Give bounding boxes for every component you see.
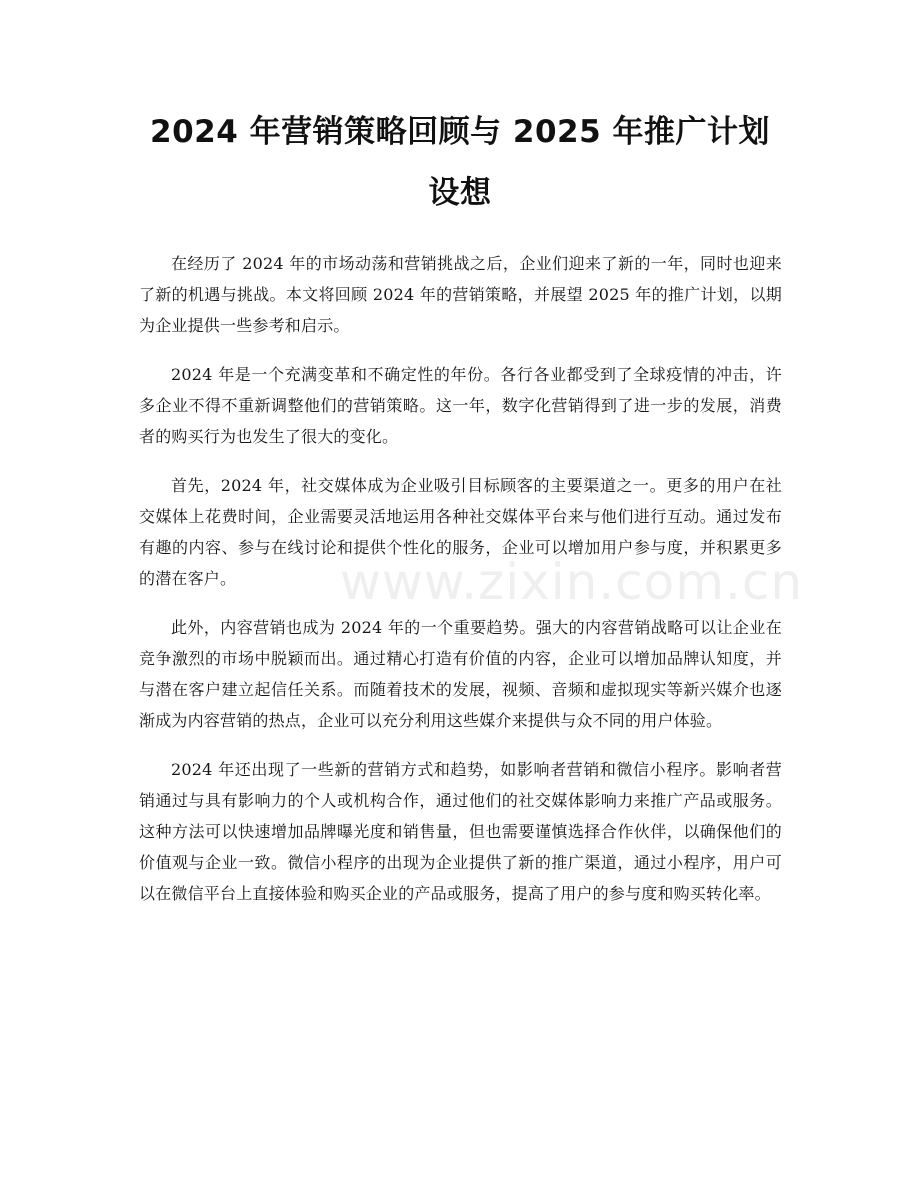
paragraph-social-media: 首先，2024 年，社交媒体成为企业吸引目标顾客的主要渠道之一。更多的用户在社交媒体上花费时间，企业需要灵活地运用各种社交媒体平台来与他们进行互动。通过发布有趣的内容、参与在线讨论和提供个性化的服务，企业可以增加用户参与度，并积累更多的潜在客户。 [139, 476, 782, 588]
paragraph-intro: 在经历了 2024 年的市场动荡和营销挑战之后，企业们迎来了新的一年，同时也迎来了新的机遇与挑战。本文将回顾 2024 年的营销策略，并展望 2025 年的推广计划，以期为企业提供一些参考和启示。 [139, 254, 782, 335]
watermark: www.zixin.com.cn [340, 553, 804, 611]
document-title: 2024 年营销策略回顾与 2025 年推广计划设想 [150, 114, 770, 211]
paragraph-2024-overview: 2024 年是一个充满变革和不确定性的年份。各行各业都受到了全球疫情的冲击，许多企业不得不重新调整他们的营销策略。这一年，数字化营销得到了进一步的发展，消费者的购买行为也发生了很大的变化。 [139, 365, 782, 446]
document-body [139, 248, 804, 927]
paragraph-content-marketing: 此外，内容营销也成为 2024 年的一个重要趋势。强大的内容营销战略可以让企业在竞争激烈的市场中脱颖而出。通过精心打造有价值的内容，企业可以增加品牌认知度，并与潜在客户建立起信任关系。而随着技术的发展，视频、音频和虚拟现实等新兴媒介也逐渐成为内容营销的热点，企业可以充分利用这些媒介来提供与众不同的用户体验。 [139, 618, 782, 730]
paragraph-new-trends: 2024 年还出现了一些新的营销方式和趋势，如影响者营销和微信小程序。影响者营销通过与具有影响力的个人或机构合作，通过他们的社交媒体影响力来推广产品或服务。这种方法可以快速增加品牌曝光度和销售量，但也需要谨慎选择合作伙伴，以确保他们的价值观与企业一致。微信小程序的出现为企业提供了新的推广渠道，通过小程序，用户可以在微信平台上直接体验和购买企业的产品或服务，提高了用户的参与度和购买转化率。 [139, 760, 782, 903]
